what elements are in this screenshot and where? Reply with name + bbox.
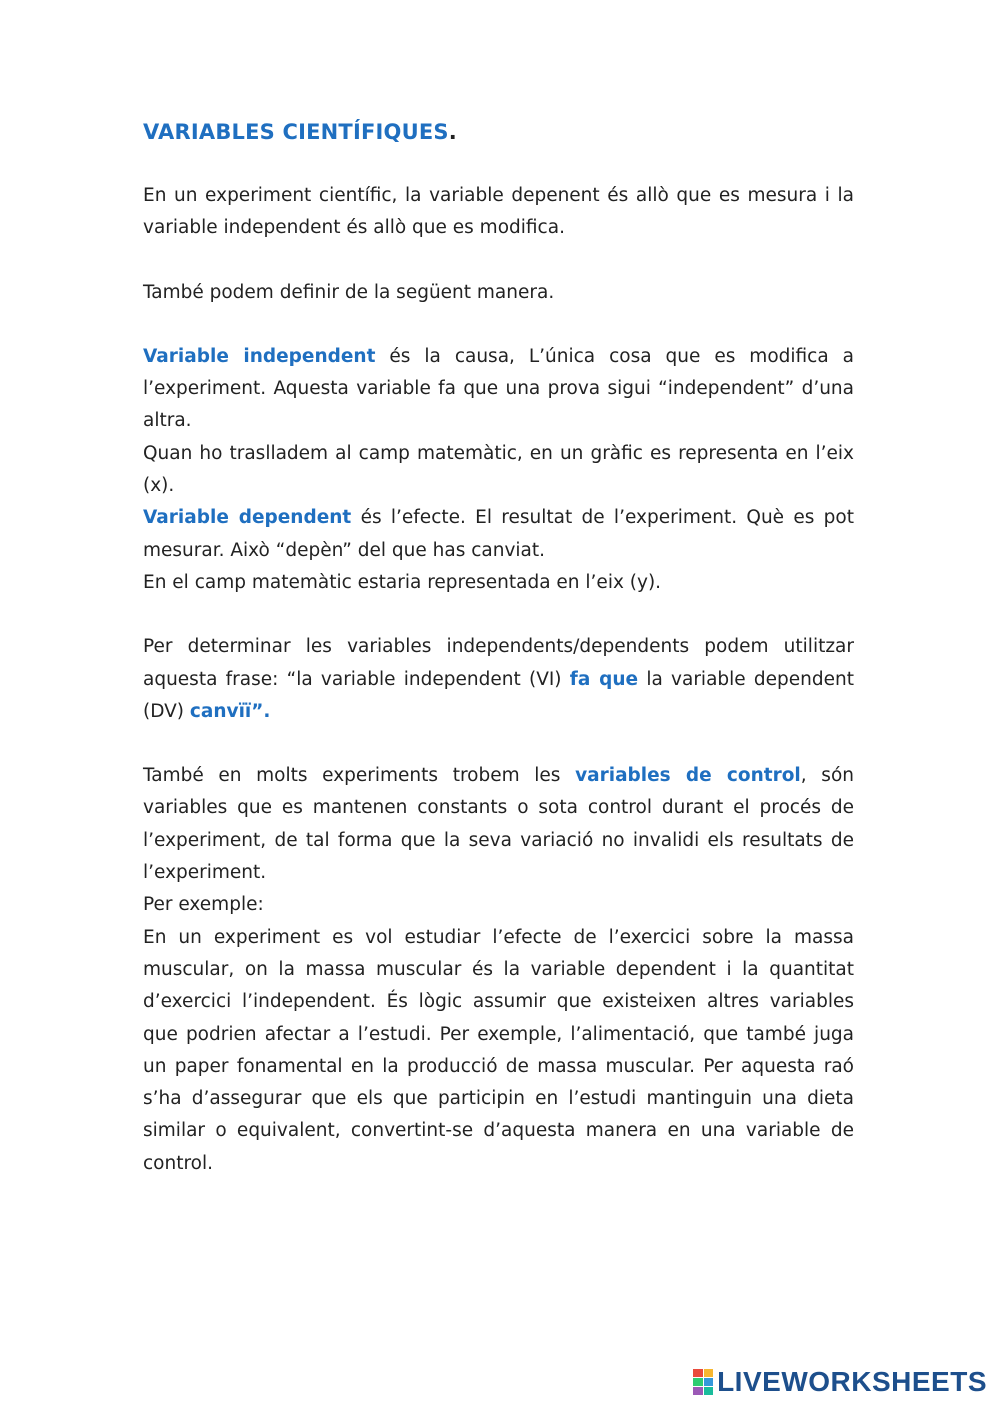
highlight-canvii: canvïï”. [189,700,271,722]
x-axis-paragraph: Quan ho traslladem al camp matemàtic, en un gràfic es representa en l’eix (x). [143,442,854,497]
page-title [143,120,854,144]
example-label: Per exemple: [143,894,264,916]
highlight-fa-que: fa que [569,668,639,690]
control-variables-paragraph [143,760,854,889]
title-dot: . [448,120,457,144]
independent-variable-term: Variable independent [143,345,376,367]
logo-square [704,1387,714,1395]
control-variables-term: variables de control [575,765,801,787]
dependent-variable-paragraph [143,502,854,567]
liveworksheets-logo[interactable] [693,1366,987,1398]
worksheet-page [143,120,854,1180]
logo-square [704,1369,714,1377]
liveworksheets-icon [693,1369,713,1395]
logo-square [693,1369,703,1377]
independent-variable-paragraph [143,341,854,438]
title-text: VARIABLES CIENTÍFIQUES [143,120,449,144]
dependent-variable-term: Variable dependent [143,507,352,529]
determine-text-1: Per determinar les variables independents/dependents podem utilitzar aquesta frase: “la variable independent (VI) [143,636,854,690]
determine-variables-paragraph [143,631,854,728]
independent-variable-text: és la causa, L’única cosa que es modifica a l’experiment. Aquesta variable fa que una prova sigui “independent” d’una altra. [143,345,854,432]
control-text-2: , són variables que es mantenen constants o sota control durant el procés de l’experiment, de tal forma que la seva variació no invalidi els resultats de l’experiment. [143,765,854,884]
dependent-variable-text: és l’efecte. El resultat de l’experiment. Què es pot mesurar. Això “depèn” del que has canviat. [143,507,854,561]
intro-paragraph: En un experiment científic, la variable depenent és allò que es mesura i la variable independent és allò que es modifica. [143,185,854,239]
logo-square [693,1387,703,1395]
definition-intro: També podem definir de la següent manera. [143,281,555,303]
determine-text-2: la variable dependent (DV) [143,668,854,722]
liveworksheets-wordmark: LIVEWORKSHEETS [717,1366,987,1397]
logo-square [693,1378,703,1386]
example-paragraph: En un experiment es vol estudiar l’efecte de l’exercici sobre la massa muscular, on la massa muscular és la variable dependent i la quantitat d’exercici l’independent. És lògic assumir que existeixen altres variables que podrien afectar a l’estudi. Per exemple, l’alimentació, que també juga un paper fonamental en la producció de massa muscular. Per aquesta raó s’ha d’assegurar que els que participin en l’estudi mantinguin una dieta similar o equivalent, convertint-se d’aquesta manera en una variable de control. [143,926,854,1174]
logo-square [704,1378,714,1386]
control-text-1: També en molts experiments trobem les [143,765,576,787]
y-axis-paragraph: En el camp matemàtic estaria representada en l’eix (y). [143,571,662,593]
